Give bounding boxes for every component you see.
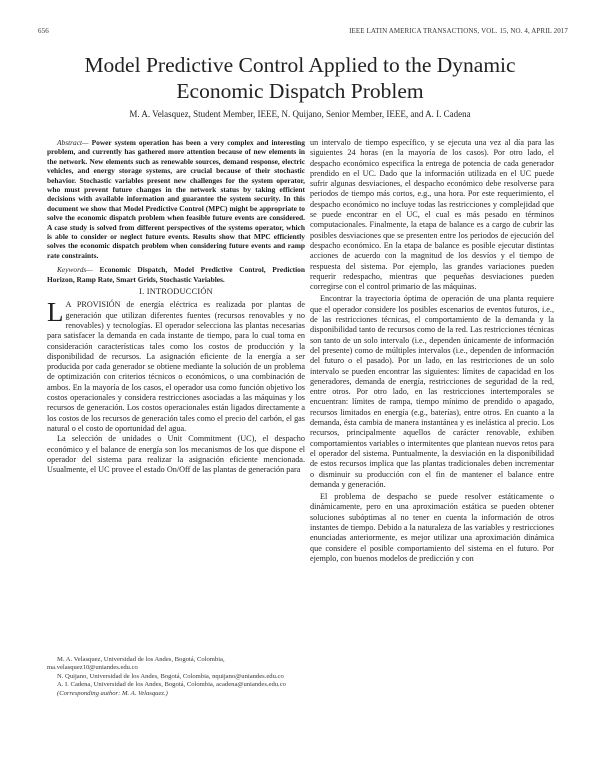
right-paragraph-1: un intervalo de tiempo específico, y se ejecuta una vez al día para las siguientes 24 horas (en la mayoría de los casos). Por otro lado, el despacho económico especifica la entrega de potencia de cada generador prendido en el UC. Dado que la información utilizada en el UC puede sufrir algunas desviaciones, el despacho económico debe resolverse para periodos de tiempo más cortos, e.g., una hora. Por este requerimiento, el despacho económico no incluye todas las restricciones y complejidad que se puede encontrar en el UC, el cual es más pesado en términos computacionales. Finalmente, la etapa de balance es a cargo de cubrir las posibles desviaciones que se presenten entre los periodos de ejecución del despacho económico. En la etapa de balance es posible ejecutar distintas acciones de acuerdo con la magnitud de los desvíos y el tiempo de respuesta del sistema. Por ejemplo, las grandes variaciones pueden requerir redespacho, mientras que pequeñas desviaciones pueden corregirse con el control primario de las máquinas. <box>310 138 554 292</box>
right-column <box>310 138 554 566</box>
author-list: M. A. Velasquez, Student Member, IEEE, N. Quijano, Senior Member, IEEE, and A. I. Cadena <box>129 109 471 119</box>
intro-paragraph-1 <box>47 297 305 434</box>
journal-header: IEEE LATIN AMERICA TRANSACTIONS, VOL. 15, NO. 4, APRIL 2017 <box>349 27 568 35</box>
page-number: 656 <box>38 27 49 35</box>
paper-title: Model Predictive Control Applied to the Dynamic Economic Dispatch Problem <box>84 53 516 103</box>
keywords <box>47 265 305 284</box>
left-column <box>47 138 305 475</box>
intro-paragraph-2: La selección de unidades o Unit Commitment (UC), el despacho económico y el balance de energía son los mecanismos de los que dispone el operador del sistema para realizar la asignación eficiente mencionada. Usualmente, el UC provee el estado On/Off de las plantas de generación para <box>47 434 305 475</box>
intro-paragraph-1-text: A PROVISIÓN de energía eléctrica es realizada por plantas de generación que utilizan diferentes fuentes (recursos renovables y no renovables) y tecnologías. El operador selecciona las plantas necesarias para satisfacer la demanda en cada instante de tiempo, para lo cual toma en consideración características tales como los costos de producción y la disponibilidad de recursos. La asignación eficiente de la energía a ser producida por cada generador se obtiene mediante la solución de un problema de optimización con criterios técnicos o económicos, o una combinación de ambos. En la mayoría de los casos, el operador usa como función objetivo los costos operacionales y considera restricciones asociadas a las máquinas y los recursos de generación. Los costos operacionales están ligados directamente a los costos de los recursos de generación tales como el precio del carbón, el gas natural o el costo de oportunidad del agua. <box>47 300 305 433</box>
footnotes <box>47 656 305 698</box>
keywords-label: Keywords— <box>57 265 93 275</box>
right-paragraph-2: Encontrar la trayectoria óptima de operación de una planta requiere que el operador considere los posibles escenarios de eventos futuros, i.e., de las restricciones técnicas, el comportamiento de la demanda y la disponibilidad tanto de recursos como de la red. Las restricciones técnicas son tanto de un solo intervalo (i.e., dependen únicamente de información del presente) como de múltiples intervalos (i.e., dependen de información del futuro o el pasado). Por un lado, en las restricciones de un solo intervalo se pueden encontrar las siguientes: límites de capacidad en los generadores, demanda de energía, restricciones de seguridad de la red, entre otros. Por otro lado, en las restricciones intertemporales se encuentran: límites de rampa, tiempo mínimo de prendido o apagado, recursos limitados en energía (e.g., baterías), entre otros. En cuanto a la demanda, ésta cambia de manera instantánea y es inelástica al precio. Los recursos, principalmente aquellos de carácter renovable, exhiben comportamientos variables o intermitentes que plantean nuevos retos para el operador del sistema. Puntualmente, la desviación en la disponibilidad de estos recursos implica que las plantas tradicionales deben incrementar o disminuir su producción con el fin de mantener el balance entre demanda y generación. <box>310 294 554 489</box>
right-paragraph-3: El problema de despacho se puede resolver estáticamente o dinámicamente, pero en una aproximación estática se pueden obtener soluciones subóptimas al no tener en cuenta la información de otros instantes de tiempo. Debido a la naturaleza de las variables y restricciones enunciadas anteriormente, es mejor utilizar una aproximación dinámica que considere el posible comportamiento del sistema en el futuro. Por ejemplo, con buenos modelos de predicción y con <box>310 492 554 563</box>
drop-cap: L <box>47 297 64 328</box>
footnote-author-1: M. A. Velasquez, Universidad de los Andes, Bogotá, Colombia, ma.velasquez10@uniandes.edu.co <box>47 656 225 672</box>
abstract <box>47 138 305 260</box>
section-heading: I. INTRODUCCIÓN <box>139 287 213 297</box>
abstract-label: Abstract— <box>57 138 89 147</box>
footnote-corresponding: (Corresponding author: M. A. Velasquez.) <box>57 689 168 697</box>
abstract-text: Power system operation has been a very complex and interesting problem, and currently has gathered more attention because of new elements in the network. New elements such as renewable sources, demand response, electric vehicles, and energy storage systems, are crucial because of their stochastic behavior. Stochastic variables present new challenges for the system operator, who must prevent future changes in the network status by taking efficient decisions with available information and guarantee the system security. In this document we show that Model Predictive Control (MPC) might be appropriate to solve the economic dispatch problem when feasible future events are considered. A case study is solved from different perspectives of the systems operator, which is able to consider or neglect future events. Results show that MPC efficiently solves the economic dispatch problem when considering future events and ramp rate constraints. <box>47 138 305 260</box>
keywords-text: Economic Dispatch, Model Predictive Control, Prediction Horizon, Ramp Rate, Smart Grids, Stochastic Variables. <box>47 265 305 284</box>
footnote-author-3: A. I. Cadena, Universidad de los Andes, Bogotá, Colombia, acadena@uniandes.edu.co <box>57 681 286 689</box>
footnote-author-2: N. Quijano, Universidad de los Andes, Bogotá, Colombia, nquijano@uniandes.edu.co <box>57 672 284 680</box>
